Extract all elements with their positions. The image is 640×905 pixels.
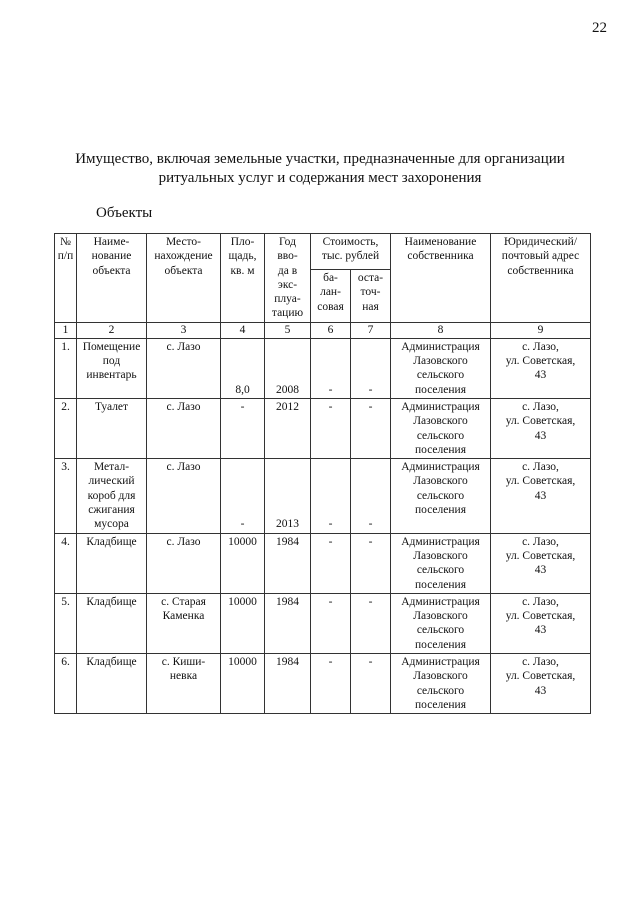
cell-address: с. Лазо, ул. Советская, 43 (491, 654, 591, 714)
header-address: Юридический/ почтовый адрес собственника (491, 234, 591, 323)
cell-location: с. Лазо (147, 398, 221, 458)
cell-balance: - (311, 398, 351, 458)
header-owner: Наименование собственника (391, 234, 491, 323)
cell-balance: - (311, 338, 351, 398)
column-number: 1 (55, 322, 77, 338)
cell-num: 3. (55, 459, 77, 533)
cell-balance: - (311, 654, 351, 714)
column-numbers-row (55, 322, 591, 338)
header-location: Место- нахождение объекта (147, 234, 221, 323)
cell-location: с. Лазо (147, 459, 221, 533)
cell-name: Кладбище (77, 654, 147, 714)
cell-owner: Администрация Лазовского сельского поселения (391, 533, 491, 593)
cell-address: с. Лазо, ул. Советская, 43 (491, 459, 591, 533)
cell-balance: - (311, 459, 351, 533)
column-number: 6 (311, 322, 351, 338)
cell-area: 8,0 (221, 338, 265, 398)
cell-residual: - (351, 398, 391, 458)
cell-year: 1984 (265, 593, 311, 653)
cell-balance: - (311, 593, 351, 653)
table-row (55, 593, 591, 653)
header-num: № п/п (55, 234, 77, 323)
cell-num: 2. (55, 398, 77, 458)
cell-owner: Администрация Лазовского сельского поселения (391, 593, 491, 653)
cell-residual: - (351, 338, 391, 398)
column-number: 7 (351, 322, 391, 338)
cell-name: Метал- лический короб для сжигания мусора (77, 459, 147, 533)
cell-year: 2008 (265, 338, 311, 398)
cell-residual: - (351, 459, 391, 533)
header-year: Год вво- да в экс- плуа- тацию (265, 234, 311, 323)
header-residual: оста- точ- ная (351, 270, 391, 323)
cell-balance: - (311, 533, 351, 593)
header-name: Наиме- нование объекта (77, 234, 147, 323)
cell-location: с. Лазо (147, 533, 221, 593)
cell-address: с. Лазо, ул. Советская, 43 (491, 533, 591, 593)
header-balance: ба- лан- совая (311, 270, 351, 323)
table-row (55, 398, 591, 458)
document-title (40, 150, 600, 188)
cell-owner: Администрация Лазовского сельского поселения (391, 459, 491, 533)
column-number: 5 (265, 322, 311, 338)
cell-year: 2013 (265, 459, 311, 533)
cell-name: Туалет (77, 398, 147, 458)
cell-num: 6. (55, 654, 77, 714)
table-row (55, 459, 591, 533)
cell-owner: Администрация Лазовского сельского поселения (391, 338, 491, 398)
column-number: 8 (391, 322, 491, 338)
cell-num: 5. (55, 593, 77, 653)
header-area: Пло- щадь, кв. м (221, 234, 265, 323)
column-number: 2 (77, 322, 147, 338)
column-number: 9 (491, 322, 591, 338)
cell-name: Помещение под инвентарь (77, 338, 147, 398)
cell-name: Кладбище (77, 593, 147, 653)
cell-area: - (221, 398, 265, 458)
column-number: 3 (147, 322, 221, 338)
cell-area: - (221, 459, 265, 533)
table-row (55, 654, 591, 714)
cell-year: 2012 (265, 398, 311, 458)
cell-residual: - (351, 654, 391, 714)
cell-num: 1. (55, 338, 77, 398)
page-number: 22 (592, 20, 607, 36)
header-cost: Стоимость, тыс. рублей (311, 234, 391, 270)
cell-owner: Администрация Лазовского сельского поселения (391, 398, 491, 458)
cell-area: 10000 (221, 593, 265, 653)
column-number: 4 (221, 322, 265, 338)
title-line-1: Имущество, включая земельные участки, предназначенные для организации (75, 151, 565, 167)
cell-address: с. Лазо, ул. Советская, 43 (491, 338, 591, 398)
cell-area: 10000 (221, 533, 265, 593)
objects-table (54, 233, 591, 714)
cell-address: с. Лазо, ул. Советская, 43 (491, 398, 591, 458)
cell-residual: - (351, 533, 391, 593)
section-label: Объекты (96, 205, 153, 221)
cell-location: с. Киши- невка (147, 654, 221, 714)
cell-location: с. Старая Каменка (147, 593, 221, 653)
table-row (55, 533, 591, 593)
table-row (55, 338, 591, 398)
cell-name: Кладбище (77, 533, 147, 593)
cell-address: с. Лазо, ул. Советская, 43 (491, 593, 591, 653)
cell-residual: - (351, 593, 391, 653)
title-line-2: ритуальных услуг и содержания мест захоронения (158, 170, 482, 186)
cell-num: 4. (55, 533, 77, 593)
cell-year: 1984 (265, 654, 311, 714)
cell-year: 1984 (265, 533, 311, 593)
cell-area: 10000 (221, 654, 265, 714)
cell-location: с. Лазо (147, 338, 221, 398)
cell-owner: Администрация Лазовского сельского поселения (391, 654, 491, 714)
